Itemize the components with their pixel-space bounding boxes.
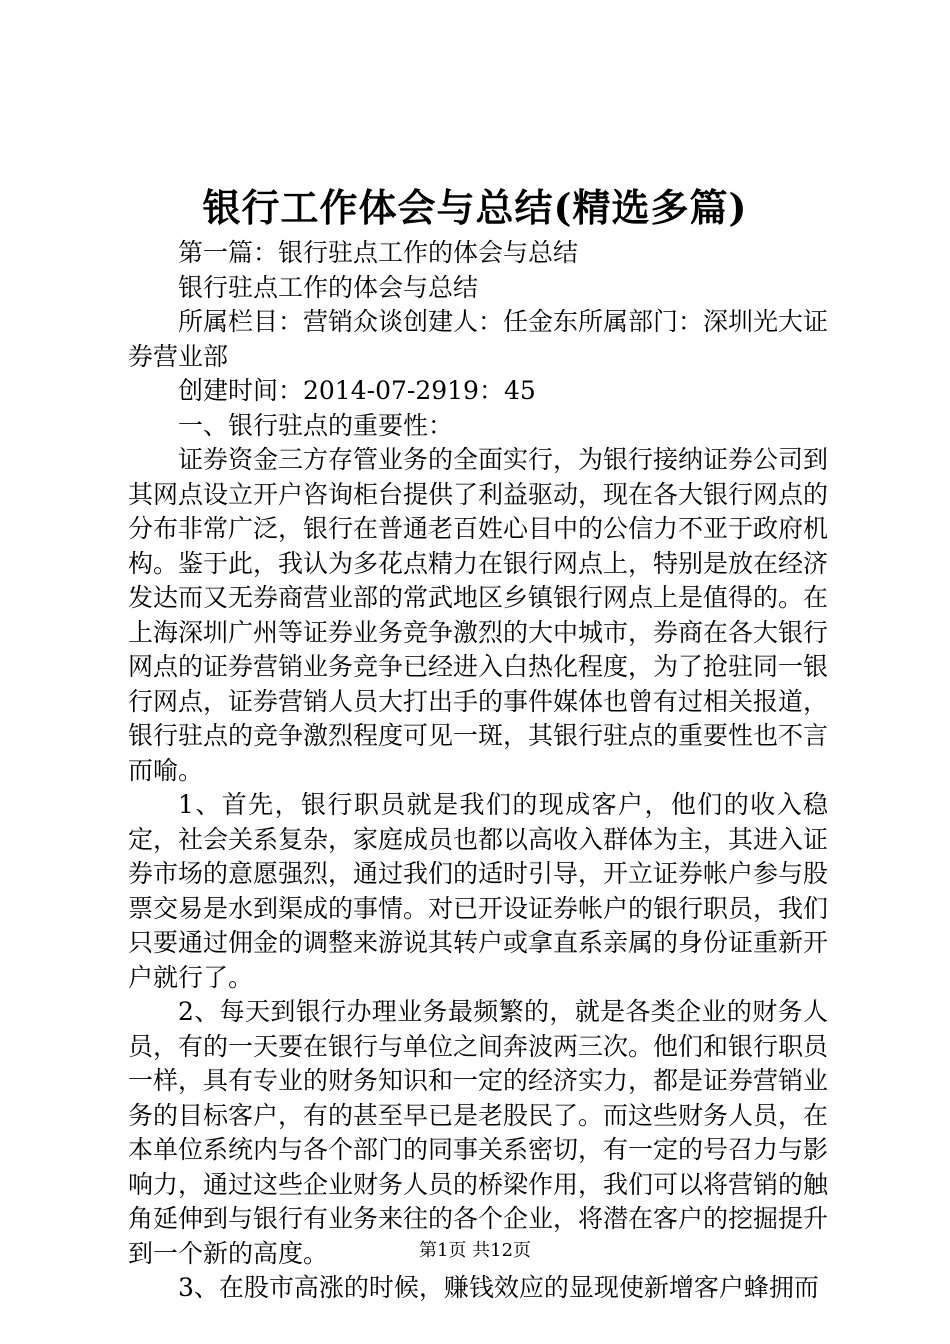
body-paragraph: 3、在股市高涨的时候，赚钱效应的显现使新增客户蜂拥而 <box>178 1273 819 1302</box>
section-heading: 第一篇：银行驻点工作的体会与总结 <box>178 238 579 267</box>
document-body <box>128 236 828 1306</box>
page-number: 第1页 共12页 <box>418 1240 532 1261</box>
page-footer <box>0 1238 950 1264</box>
body-paragraph: 2、每天到银行办理业务最频繁的，就是各类企业的财务人员，有的一天要在银行与单位之间奔波两三次。他们和银行职员一样，具有专业的财务知识和一定的经济实力，都是证券营销业务的目标客户，有的甚至早已是老股民了。而这些财务人员，在本单位系统内与各个部门的同事关系密切，有一定的号召力与影响力，通过这些企业财务人员的桥梁作用，我们可以将营销的触角延伸到与银行有业务来往的各个企业，将潜在客户的挖掘提升到一个新的高度。 <box>128 997 829 1268</box>
document-title: 银行工作体会与总结(精选多篇) <box>202 185 748 230</box>
body-paragraph: 证券资金三方存管业务的全面实行，为银行接纳证券公司到其网点设立开户咨询柜台提供了利益驱动，现在各大银行网点的分布非常广泛，银行在普通老百姓心目中的公信力不亚于政府机构。鉴于此，我认为多花点精力在银行网点上，特别是放在经济发达而又无券商营业部的常武地区乡镇银行网点上是值得的。在上海深圳广州等证券业务竞争激烈的大中城市，券商在各大银行网点的证券营销业务竞争已经进入白热化程度，为了抢驻同一银行网点，证券营销人员大打出手的事件媒体也曾有过相关报道，银行驻点的竞争激烈程度可见一斑，其银行驻点的重要性也不言而喻。 <box>128 445 829 785</box>
subsection-heading: 一、银行驻点的重要性： <box>178 410 454 440</box>
article-title: 银行驻点工作的体会与总结 <box>178 272 479 302</box>
article-date: 创建时间：2014-07-2919：45 <box>178 376 536 405</box>
article-meta: 所属栏目：营销众谈创建人：任金东所属部门：深圳光大证券营业部 <box>128 307 829 371</box>
body-paragraph: 1、首先，银行职员就是我们的现成客户，他们的收入稳定，社会关系复杂，家庭成员也都以高收入群体为主，其进入证券市场的意愿强烈，通过我们的适时引导，开立证券帐户参与股票交易是水到渠成的事情。对已开设证券帐户的银行职员，我们只要通过佣金的调整来游说其转户或拿直系亲属的身份证重新开户就行了。 <box>128 790 829 992</box>
